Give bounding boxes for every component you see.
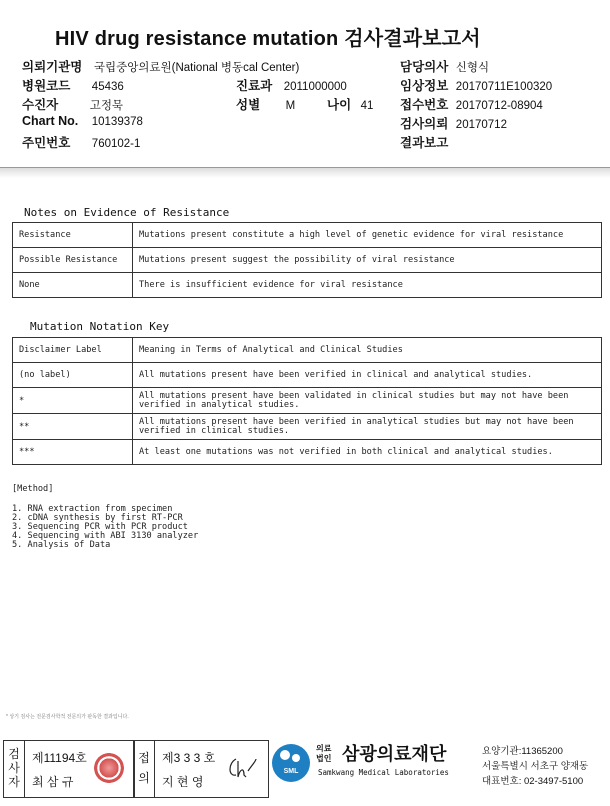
dept-label: 진료과 bbox=[236, 79, 273, 93]
logo-text: SML bbox=[283, 768, 299, 775]
institution-label: 의뢰기관명 bbox=[22, 60, 83, 74]
vertical-char: 검 bbox=[8, 747, 20, 761]
chart-value: 10139378 bbox=[91, 116, 143, 128]
key-header-text: Meaning in Terms of Analytical and Clinical Studies bbox=[133, 338, 602, 363]
ward-code-label: 병원코드 bbox=[22, 79, 71, 93]
sex-value: M bbox=[285, 100, 296, 112]
method-step: 3. Sequencing PCR with PCR product bbox=[12, 522, 188, 532]
doctor-label: 담당의사 bbox=[400, 60, 449, 74]
org-prefix bbox=[316, 744, 331, 764]
ward-code-row bbox=[22, 76, 124, 94]
key-table bbox=[12, 337, 602, 465]
doctor-box bbox=[133, 740, 269, 798]
receipt-label: 접수번호 bbox=[400, 98, 449, 112]
contact-line: 요양기관:11365200 bbox=[482, 746, 563, 757]
key-label: *** bbox=[13, 440, 133, 465]
doctor-number: 제3 3 3 호 bbox=[162, 751, 216, 765]
examiner-vertical-cell bbox=[4, 741, 25, 797]
org-prefix-bottom: 법인 bbox=[316, 754, 332, 763]
patient-label: 수진자 bbox=[22, 98, 59, 112]
receipt-row bbox=[400, 95, 543, 113]
table-row bbox=[13, 388, 602, 414]
doctor-row bbox=[400, 57, 489, 75]
table-row bbox=[13, 440, 602, 465]
examiner-seal-icon bbox=[94, 753, 124, 783]
key-label: (no label) bbox=[13, 363, 133, 388]
key-label: ** bbox=[13, 414, 133, 440]
examiner-number: 제11194호 bbox=[32, 751, 87, 765]
table-row bbox=[13, 414, 602, 440]
notes-text: Mutations present suggest the possibility of viral resistance bbox=[133, 248, 602, 273]
report-row bbox=[400, 133, 452, 151]
table-row bbox=[13, 338, 602, 363]
key-text: At least one mutations was not verified in both clinical and analytical studies. bbox=[133, 440, 602, 465]
footnote: * 상기 검사는 전문검사학적 전문의가 판독한 결과입니다. bbox=[6, 714, 129, 720]
table-row bbox=[13, 248, 602, 273]
notes-title: Notes on Evidence of Resistance bbox=[24, 206, 230, 219]
notes-label: None bbox=[13, 273, 133, 298]
institution-row bbox=[22, 57, 299, 75]
request-value: 20170712 bbox=[455, 119, 507, 131]
contact-line: 대표번호: 02-3497-5100 bbox=[482, 776, 584, 787]
report-title: HIV drug resistance mutation 검사결과보고서 bbox=[55, 28, 481, 50]
method-step: 4. Sequencing with ABI 3130 analyzer bbox=[12, 531, 199, 541]
key-text: All mutations present have been validated in clinical studies but may not have been verified in analytical studies. bbox=[133, 388, 602, 414]
notes-label: Possible Resistance bbox=[13, 248, 133, 273]
sex-label: 성별 bbox=[236, 98, 261, 112]
doctor-value: 신형식 bbox=[455, 62, 490, 74]
notes-label: Resistance bbox=[13, 223, 133, 248]
examiner-name: 최 삼 규 bbox=[32, 775, 74, 789]
patient-value: 고정묵 bbox=[89, 100, 124, 112]
examiner-box bbox=[3, 740, 135, 798]
vertical-char: 자 bbox=[8, 775, 20, 789]
patient-row bbox=[22, 95, 123, 113]
contact-line: 서울특별시 서초구 양재동 bbox=[482, 761, 589, 772]
age-value: 41 bbox=[360, 100, 374, 112]
key-text: All mutations present have been verified in clinical and analytical studies. bbox=[133, 363, 602, 388]
org-name: 삼광의료재단 bbox=[342, 744, 447, 764]
method-step: 2. cDNA synthesis by first RT-PCR bbox=[12, 513, 183, 523]
method-step: 1. RNA extraction from specimen bbox=[12, 504, 173, 514]
sex-row bbox=[236, 95, 295, 113]
key-title: Mutation Notation Key bbox=[30, 320, 170, 333]
rrn-label: 주민번호 bbox=[22, 136, 71, 150]
rrn-value: 760102-1 bbox=[91, 138, 141, 150]
request-row bbox=[400, 114, 507, 132]
header-shadow bbox=[0, 168, 610, 178]
receipt-value: 20170712-08904 bbox=[455, 100, 543, 112]
doctor-name: 지 현 영 bbox=[162, 775, 204, 789]
vertical-char: 사 bbox=[8, 761, 20, 775]
notes-text: Mutations present constitute a high level of genetic evidence for viral resistance bbox=[133, 223, 602, 248]
method-step: 5. Analysis of Data bbox=[12, 540, 111, 550]
notes-text: There is insufficient evidence for viral resistance bbox=[133, 273, 602, 298]
clinical-label: 임상정보 bbox=[400, 79, 449, 93]
table-row bbox=[13, 223, 602, 248]
rrn-row bbox=[22, 133, 140, 151]
logo-dot bbox=[292, 754, 300, 762]
org-english: Samkwang Medical Laboratories bbox=[318, 768, 449, 777]
chart-label: Chart No. bbox=[22, 114, 79, 128]
key-text: All mutations present have been verified in analytical studies but may not have been verified in clinical studies. bbox=[133, 414, 602, 440]
ward-code-value: 45436 bbox=[91, 81, 124, 93]
chart-row bbox=[22, 114, 143, 128]
request-label: 검사의뢰 bbox=[400, 117, 449, 131]
method-heading: [Method] bbox=[12, 484, 54, 494]
clinical-row bbox=[400, 76, 552, 94]
age-row bbox=[327, 95, 373, 113]
table-row bbox=[13, 273, 602, 298]
org-contact bbox=[482, 744, 588, 789]
key-header-label: Disclaimer Label bbox=[13, 338, 133, 363]
dept-row bbox=[236, 76, 347, 94]
org-prefix-top: 의료 bbox=[316, 744, 332, 753]
doctor-vertical-cell bbox=[134, 741, 155, 797]
clinical-value: 20170711E100320 bbox=[455, 81, 553, 93]
table-row bbox=[13, 363, 602, 388]
footer bbox=[0, 740, 610, 806]
notes-table bbox=[12, 222, 602, 298]
report-label: 결과보고 bbox=[400, 136, 449, 150]
vertical-char: 접 bbox=[138, 751, 150, 765]
dept-value: 2011000000 bbox=[283, 81, 347, 93]
vertical-char: 의 bbox=[138, 771, 150, 785]
age-label: 나이 bbox=[327, 98, 352, 112]
signature-icon bbox=[226, 755, 258, 781]
key-label: * bbox=[13, 388, 133, 414]
logo-dot bbox=[280, 750, 290, 760]
institution-value: 국립중앙의료원(National 병동cal Center) bbox=[93, 62, 300, 74]
sml-logo-icon bbox=[272, 744, 310, 782]
